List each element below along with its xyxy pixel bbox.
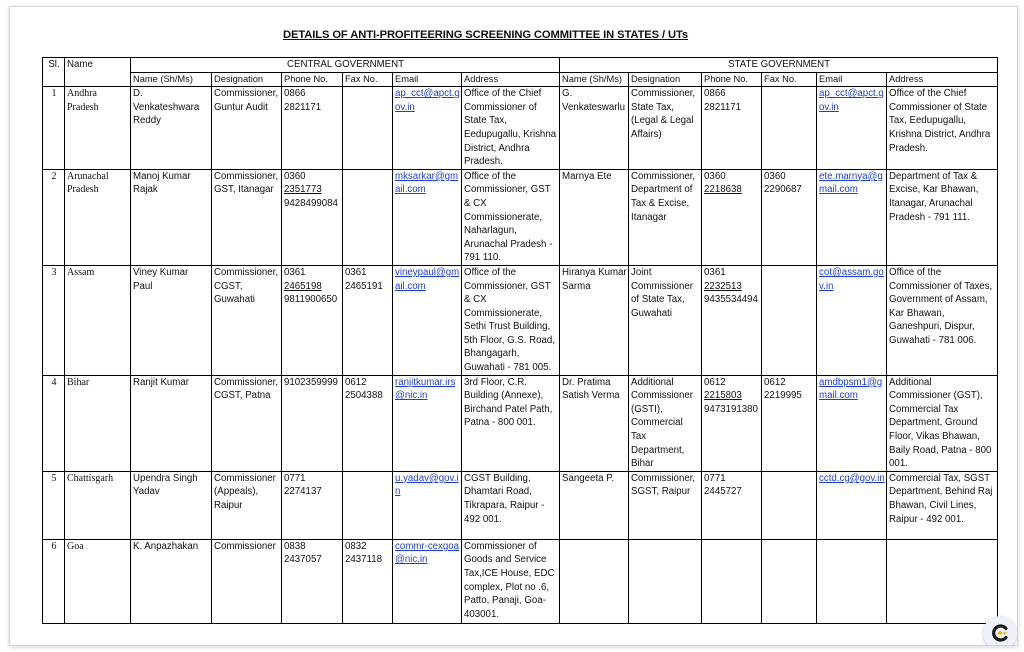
committee-table — [42, 57, 998, 624]
central-phone-cell — [282, 265, 343, 375]
central-address-cell: Office of the Chief Commissioner of State Tax, Eedupugallu, Krishna District, Andhra Pradesh. — [462, 87, 560, 170]
central-email-link[interactable]: ap_cct@apct.gov.in — [395, 88, 460, 113]
stategov-email-link[interactable]: ap_cct@apct.gov.in — [819, 88, 884, 113]
stategov-phone-cell-line: 2215803 — [704, 390, 742, 402]
table-row — [43, 375, 998, 471]
central-address-cell: Commissioner of Goods and Service Tax,ICE House, EDC complex, Plot no .6, Patto, Panaji, Goa-403001. — [462, 539, 560, 623]
central-phone-cell — [282, 471, 343, 539]
stategov-fax-cell-line: 0360 — [764, 170, 786, 182]
cell-state-name: Andhra Pradesh — [65, 87, 131, 170]
stategov-phone-cell — [702, 169, 762, 265]
stategov-email-cell — [817, 87, 887, 170]
central-fax-cell — [343, 375, 393, 471]
cell-sl: 2 — [43, 169, 65, 265]
central-address-cell: CGST Building, Dhamtari Road, Tikrapara, Raipur - 492 001. — [462, 471, 560, 539]
col-header-email: Email — [393, 72, 462, 87]
subheader-row — [43, 72, 998, 87]
cell-sl: 5 — [43, 471, 65, 539]
stategov-designation-cell: Commissioner, State Tax, (Legal & Legal Affairs) — [629, 87, 702, 170]
central-phone-cell-line: 2821171 — [284, 101, 321, 113]
central-phone-cell — [282, 169, 343, 265]
stategov-phone-cell-line: 0612 — [704, 376, 726, 388]
col-header-address: Address — [462, 72, 560, 87]
stategov-fax-cell — [762, 265, 817, 375]
col-header-fax: Fax No. — [762, 72, 817, 87]
stategov-phone-cell-line: 0360 — [704, 170, 726, 182]
stategov-email-cell — [817, 539, 887, 623]
central-designation-cell: Commissioner — [212, 539, 282, 623]
stategov-fax-cell — [762, 169, 817, 265]
stategov-phone-cell-line: 0866 — [704, 88, 726, 100]
stategov-address-cell: Office of the Commissioner of Taxes, Government of Assam, Kar Bhawan, Ganeshpuri, Dispur, Guwahati - 781 006. — [887, 265, 998, 375]
central-phone-cell-line: 0361 — [284, 266, 306, 278]
header-name: Name — [65, 58, 131, 87]
stategov-email-link[interactable]: amdbpsm1@gmail.com — [819, 376, 883, 402]
stategov-name-cell: Hiranya Kumar Sarma — [560, 265, 629, 375]
central-phone-cell — [282, 87, 343, 170]
stategov-name-cell: Marnya Ete — [560, 169, 629, 265]
central-fax-cell — [343, 87, 393, 170]
central-fax-cell-line: 0361 — [345, 266, 367, 278]
table-row — [43, 169, 998, 265]
stategov-address-cell: Department of Tax & Excise, Kar Bhawan, Itanagar, Arunachal Pradesh - 791 111. — [887, 169, 998, 265]
stategov-phone-cell-line: 0361 — [704, 266, 726, 278]
cell-state-name: Chattisgarh — [65, 471, 131, 539]
central-fax-cell — [343, 265, 393, 375]
central-email-cell — [393, 471, 462, 539]
cell-state-name: Assam — [65, 265, 131, 375]
central-phone-cell-line: 9428499084 — [284, 197, 338, 209]
central-phone-cell-line: 2351773 — [284, 184, 322, 196]
stategov-phone-cell-line: 2445727 — [704, 486, 742, 498]
stategov-address-cell — [887, 539, 998, 623]
central-designation-cell: Commissioner, CGST, Guwahati — [212, 265, 282, 375]
central-name-cell: Ranjit Kumar — [131, 375, 212, 471]
col-header-name: Name (Sh/Ms) — [560, 72, 629, 87]
central-fax-cell — [343, 169, 393, 265]
stategov-phone-cell-line: 2232513 — [704, 280, 742, 292]
cell-state-name: Bihar — [65, 375, 131, 471]
stategov-designation-cell: Joint Commissioner of State Tax, Guwahati — [629, 265, 702, 375]
stategov-phone-cell-line: 0771 — [704, 472, 726, 484]
central-phone-cell-line: 0866 — [284, 88, 306, 100]
stategov-phone-cell — [702, 375, 762, 471]
central-phone-cell-line: 2465198 — [284, 280, 322, 292]
table-row — [43, 539, 998, 623]
stategov-phone-cell-line: 9473191380 — [704, 403, 758, 415]
stategov-email-cell — [817, 169, 887, 265]
central-email-link[interactable]: vineypaul@gmail.com — [395, 266, 460, 292]
central-name-cell: D. Venkateshwara Reddy — [131, 87, 212, 170]
central-phone-cell-line: 2274137 — [284, 486, 322, 498]
stategov-address-cell: Commercial Tax, SGST Department, Behind Raj Bhawan, Civil Lines, Raipur - 492 001. — [887, 471, 998, 539]
central-designation-cell: Commissioner, GST, Itanagar — [212, 169, 282, 265]
col-header-email: Email — [817, 72, 887, 87]
col-header-designation: Designation — [212, 72, 282, 87]
cell-state-name: Goa — [65, 539, 131, 623]
stategov-phone-cell — [702, 539, 762, 623]
central-email-link[interactable]: u.yadav@gov.in — [395, 472, 459, 498]
stategov-phone-cell-line: 2218638 — [704, 184, 742, 196]
central-address-cell: 3rd Floor, C.R. Building (Annexe), Birchand Patel Path, Patna - 800 001. — [462, 375, 560, 471]
col-header-designation: Designation — [629, 72, 702, 87]
stategov-email-cell — [817, 265, 887, 375]
stategov-fax-cell-line: 2290687 — [764, 184, 802, 196]
header-state-government: STATE GOVERNMENT — [560, 58, 998, 73]
stategov-email-cell — [817, 471, 887, 539]
central-email-cell — [393, 169, 462, 265]
stategov-phone-cell — [702, 87, 762, 170]
stategov-fax-cell-line: 2219995 — [764, 390, 802, 402]
central-designation-cell: Commissioner, CGST, Patna — [212, 375, 282, 471]
document-page — [9, 6, 1018, 646]
stategov-name-cell: Sangeeta P. — [560, 471, 629, 539]
central-phone-cell-line: 9102359999 — [284, 376, 338, 388]
col-header-phone: Phone No. — [702, 72, 762, 87]
stategov-email-cell — [817, 375, 887, 471]
central-phone-cell-line: 2437057 — [284, 554, 322, 566]
col-header-phone: Phone No. — [282, 72, 343, 87]
central-fax-cell-line: 2465191 — [345, 280, 383, 292]
central-email-cell — [393, 265, 462, 375]
stategov-name-cell: G. Venkateswarlu — [560, 87, 629, 170]
table-row — [43, 87, 998, 170]
central-address-cell: Office of the Commissioner, GST & CX Commissionerate, Naharlagun, Arunachal Pradesh - 791 110. — [462, 169, 560, 265]
stategov-address-cell: Office of the Chief Commissioner of State Tax, Eedupugallu, Krishna District, Andhra Pradesh. — [887, 87, 998, 170]
stategov-designation-cell: Additional Commissioner (GSTI), Commercial Tax Department, Bihar — [629, 375, 702, 471]
stategov-name-cell: Dr. Pratima Satish Verma — [560, 375, 629, 471]
central-phone-cell — [282, 375, 343, 471]
central-designation-cell: Commissioner, Guntur Audit — [212, 87, 282, 170]
table-row — [43, 265, 998, 375]
central-email-link[interactable]: commr-cexgoa@nic.in — [395, 540, 460, 566]
cell-sl: 1 — [43, 87, 65, 170]
central-phone-cell-line: 0360 — [284, 170, 306, 182]
central-fax-cell-line: 2504388 — [345, 390, 383, 402]
cell-sl: 6 — [43, 539, 65, 623]
cell-sl: 4 — [43, 375, 65, 471]
stategov-phone-cell-line: 2821171 — [704, 101, 742, 113]
central-phone-cell-line: 9811900650 — [284, 294, 338, 306]
central-fax-cell — [343, 539, 393, 623]
stategov-address-cell: Additional Commissioner (GST), Commercial Tax Department, Ground Floor, Vikas Bhawan, Baily Road, Patna - 800 001. — [887, 375, 998, 471]
central-fax-cell-line: 2437118 — [345, 554, 382, 566]
central-email-cell — [393, 375, 462, 471]
stategov-phone-cell — [702, 265, 762, 375]
cell-state-name: Arunachal Pradesh — [65, 169, 131, 265]
stategov-fax-cell — [762, 87, 817, 170]
stategov-email-link[interactable]: cot@assam.gov.in — [819, 266, 884, 292]
central-name-cell: K. Anpazhakan — [131, 539, 212, 623]
central-phone-cell — [282, 539, 343, 623]
central-email-cell — [393, 87, 462, 170]
central-phone-cell-line: 0838 — [284, 540, 306, 552]
cell-sl: 3 — [43, 265, 65, 375]
stategov-email-link[interactable]: ete.marnya@gmail.com — [819, 170, 883, 196]
central-phone-cell-line: 0771 — [284, 472, 306, 484]
stategov-fax-cell — [762, 375, 817, 471]
stategov-email-link[interactable]: cctd.cg@gov.in — [819, 472, 885, 484]
header-central-government: CENTRAL GOVERNMENT — [131, 58, 560, 73]
central-fax-cell — [343, 471, 393, 539]
stategov-designation-cell: Commissioner, Department of Tax & Excise, Itanagar — [629, 169, 702, 265]
central-email-cell — [393, 539, 462, 623]
central-email-link[interactable]: ranjitkumar.irs@nic.in — [395, 376, 456, 402]
central-email-link[interactable]: mksarkar@gmail.com — [395, 170, 459, 196]
central-fax-cell-line: 0832 — [345, 540, 367, 552]
stategov-designation-cell — [629, 539, 702, 623]
stategov-designation-cell: Commissioner, SGST, Raipur — [629, 471, 702, 539]
central-address-cell: Office of the Commissioner, GST & CX Commissionerate, Sethi Trust Building, 5th Floor, G.S. Road, Bhangagarh, Guwahati - 781 005. — [462, 265, 560, 375]
document-title: DETAILS OF ANTI-PROFITEERING SCREENING COMMITTEE IN STATES / UTs — [283, 29, 689, 41]
central-designation-cell: Commissioner (Appeals), Raipur — [212, 471, 282, 539]
central-name-cell: Viney Kumar Paul — [131, 265, 212, 375]
col-header-address: Address — [887, 72, 998, 87]
central-name-cell: Upendra Singh Yadav — [131, 471, 212, 539]
stategov-fax-cell — [762, 471, 817, 539]
stategov-phone-cell — [702, 471, 762, 539]
central-fax-cell-line: 0612 — [345, 376, 367, 388]
c-logo-icon[interactable] — [983, 616, 1017, 646]
stategov-fax-cell-line: 0612 — [764, 376, 786, 388]
stategov-fax-cell — [762, 539, 817, 623]
header-row — [43, 58, 998, 73]
header-sl: Sl. — [43, 58, 65, 87]
stategov-name-cell — [560, 539, 629, 623]
central-name-cell: Manoj Kumar Rajak — [131, 169, 212, 265]
stategov-phone-cell-line: 9435534494 — [704, 294, 758, 306]
col-header-fax: Fax No. — [343, 72, 393, 87]
col-header-name: Name (Sh/Ms) — [131, 72, 212, 87]
table-row — [43, 471, 998, 539]
